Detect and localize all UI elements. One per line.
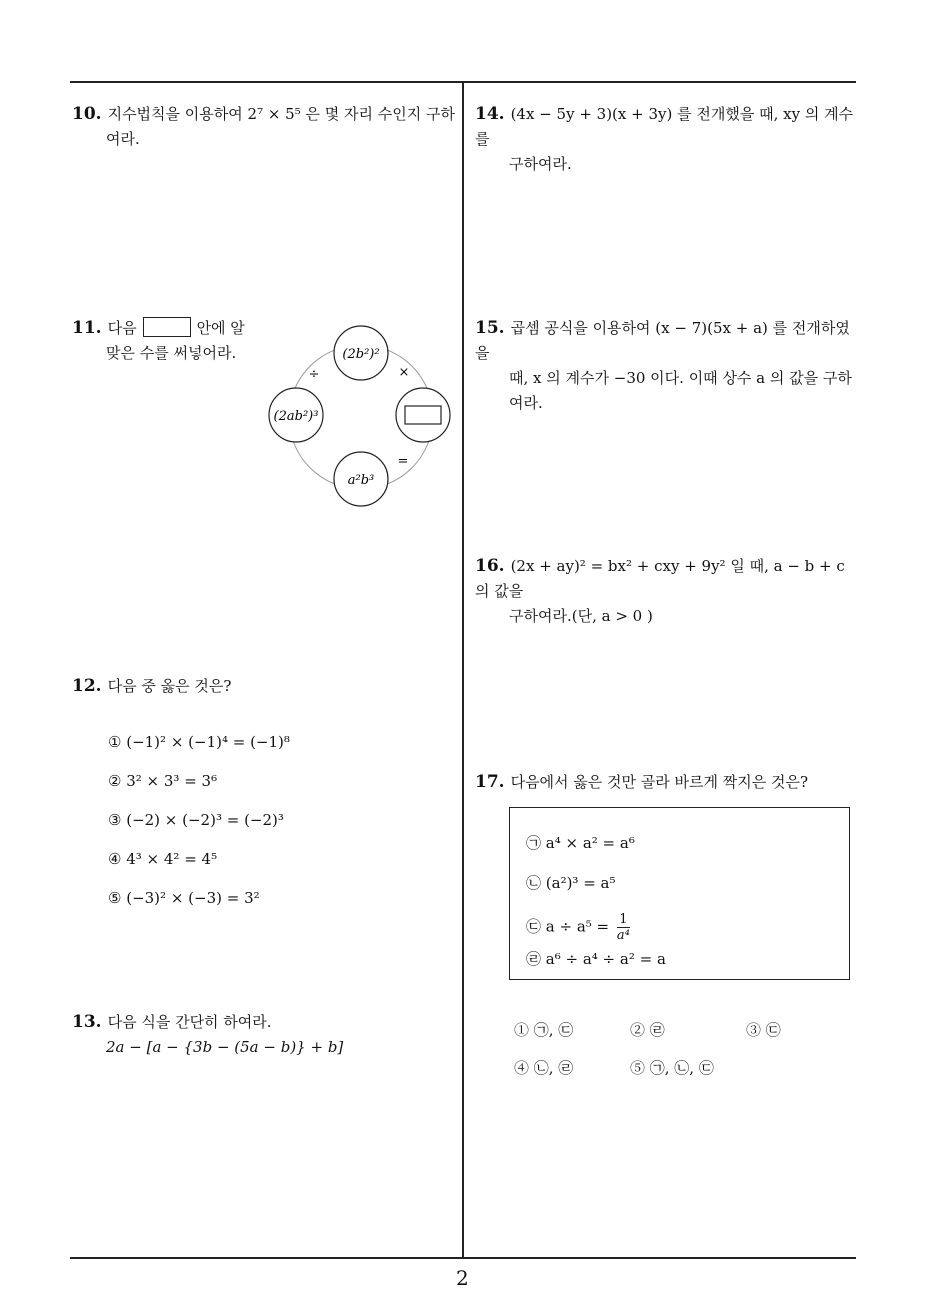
- choice-2[interactable]: ② ㉣: [630, 1021, 665, 1039]
- question-text-line2: 여라.: [106, 130, 140, 148]
- statement-c-left: ㉢ a ÷ a⁵ =: [526, 917, 610, 936]
- question-text: 다음 중 옳은 것은?: [107, 677, 232, 695]
- question-15: [475, 316, 861, 416]
- question-text: 다음 식을 간단히 하여라.: [107, 1013, 272, 1031]
- question-text-a: 다음: [107, 319, 137, 337]
- fraction-numerator: 1: [617, 912, 630, 928]
- question-number: 14.: [475, 104, 505, 124]
- op-equals: =: [397, 454, 409, 469]
- choice-1[interactable]: ① (−1)² × (−1)⁴ = (−1)⁸: [108, 733, 290, 751]
- question-11: [72, 316, 272, 366]
- question-text-line2: 맞은 수를 써넣어라.: [106, 344, 237, 362]
- question-number: 15.: [475, 318, 505, 338]
- question-number: 10.: [72, 104, 102, 124]
- statement-box: [509, 807, 850, 980]
- question-text-line3: 여라.: [509, 394, 543, 412]
- statement-a: ㉠ a⁴ × a² = a⁶: [526, 834, 635, 852]
- statement-c: [526, 912, 630, 943]
- choice-2[interactable]: ② 3² × 3³ = 3⁶: [108, 772, 218, 790]
- question-number: 16.: [475, 556, 505, 576]
- fraction-denominator: a⁴: [616, 928, 630, 943]
- question-13: [72, 1010, 458, 1060]
- question-number: 13.: [72, 1012, 102, 1032]
- statement-d: ㉣ a⁶ ÷ a⁴ ÷ a² = a: [526, 950, 666, 968]
- question-14: [475, 102, 861, 177]
- question-text-line2: 구하여라.(단, a > 0 ): [509, 607, 653, 625]
- question-12: [72, 674, 458, 699]
- cycle-diagram: [266, 322, 456, 512]
- question-text-line2: 때, x 의 계수가 −30 이다. 이때 상수 a 의 값을 구하: [509, 369, 852, 387]
- page-number: 2: [456, 1266, 469, 1290]
- question-text-line2: 구하여라.: [509, 155, 572, 173]
- node-left-label: (2ab²)³: [273, 409, 319, 424]
- question-number: 17.: [475, 772, 505, 792]
- node-bottom-label: a²b³: [347, 473, 375, 488]
- choice-3[interactable]: ③ ㉢: [746, 1021, 781, 1039]
- question-number: 11.: [72, 318, 102, 338]
- question-10: [72, 102, 458, 152]
- question-16: [475, 554, 861, 629]
- choice-1[interactable]: ① ㉠, ㉢: [514, 1021, 574, 1039]
- fraction: [617, 912, 630, 943]
- choice-5[interactable]: ⑤ (−3)² × (−3) = 3²: [108, 889, 260, 907]
- choice-3[interactable]: ③ (−2) × (−2)³ = (−2)³: [108, 811, 284, 829]
- question-text-line1: 곱셈 공식을 이용하여 (x − 7)(5x + a) 를 전개하였을: [475, 319, 850, 362]
- question-text-line1: (4x − 5y + 3)(x + 3y) 를 전개했을 때, xy 의 계수를: [475, 105, 854, 148]
- statement-b: ㉡ (a²)³ = a⁵: [526, 874, 616, 892]
- question-number: 12.: [72, 676, 102, 696]
- node-top-label: (2b²)²: [342, 347, 380, 362]
- column-divider: [462, 82, 464, 1258]
- question-text-line1: (2x + ay)² = bx² + cxy + 9y² 일 때, a − b + c 의 값을: [475, 557, 845, 600]
- bottom-rule: [70, 1257, 856, 1259]
- question-text-b: 안에 알: [196, 319, 245, 337]
- choice-4[interactable]: ④ ㉡, ㉣: [514, 1059, 574, 1077]
- question-text: 다음에서 옳은 것만 골라 바르게 짝지은 것은?: [510, 773, 809, 791]
- choice-4[interactable]: ④ 4³ × 4² = 4⁵: [108, 850, 218, 868]
- choice-5[interactable]: ⑤ ㉠, ㉡, ㉢: [630, 1059, 714, 1077]
- op-multiply: ×: [398, 365, 410, 380]
- right-node-blank-box[interactable]: [405, 406, 441, 424]
- answer-blank-box[interactable]: [143, 317, 191, 337]
- question-17: [475, 770, 861, 795]
- op-divide: ÷: [308, 367, 320, 382]
- question-text-line1: 지수법칙을 이용하여 2⁷ × 5⁵ 은 몇 자리 수인지 구하: [107, 105, 455, 123]
- expression: 2a − [a − {3b − (5a − b)} + b]: [106, 1038, 344, 1056]
